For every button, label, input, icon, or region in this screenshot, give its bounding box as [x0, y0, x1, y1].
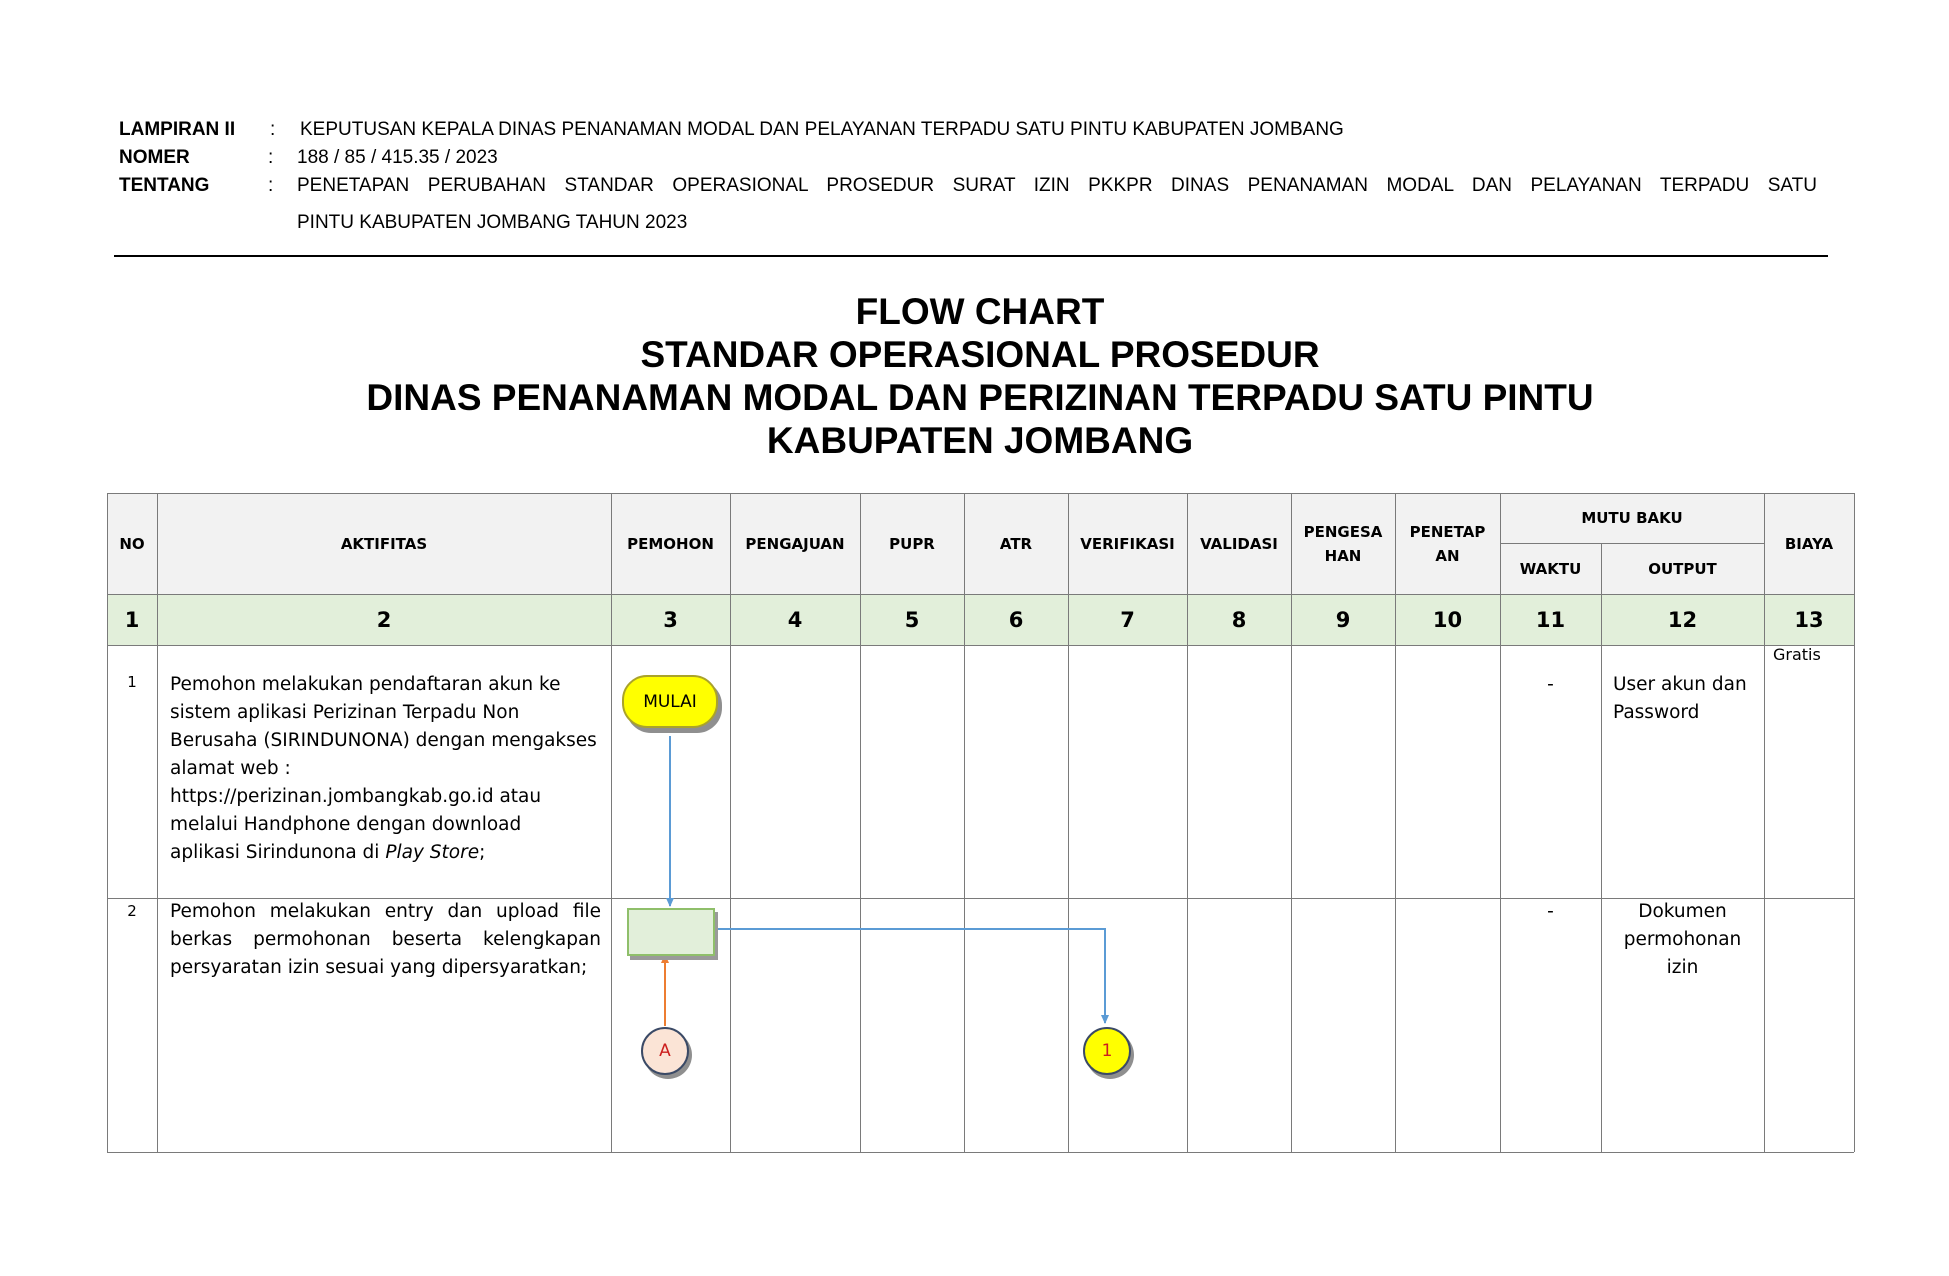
col-header-pemohon: PEMOHON — [627, 534, 714, 553]
col-header-pengesahan-line-2: HAN — [1324, 546, 1362, 565]
col-number: 8 — [1231, 607, 1247, 632]
activity-line: Berusaha (SIRINDUNONA) dengan mengakses — [170, 730, 597, 751]
row-number: 1 — [127, 673, 137, 691]
output-line: permohonan — [1623, 929, 1742, 950]
activity-line: Pemohon melakukan pendaftaran akun ke — [170, 674, 561, 695]
activity-line-prefix: aplikasi Sirindunona di — [170, 842, 386, 863]
col-header-pupr: PUPR — [889, 534, 935, 553]
col-number: 13 — [1794, 607, 1824, 632]
biaya-value: Gratis — [1773, 645, 1821, 664]
header-colon: : — [270, 119, 276, 140]
activity-line-suffix: ; — [479, 842, 486, 863]
title-line-4: KABUPATEN JOMBANG — [766, 420, 1194, 461]
waktu-value: - — [1547, 674, 1554, 695]
col-header-waktu: WAKTU — [1519, 559, 1582, 578]
col-number: 7 — [1120, 607, 1135, 632]
col-number: 3 — [663, 607, 678, 632]
col-number: 10 — [1432, 607, 1463, 632]
col-header-penetapan-line-1: PENETAP — [1409, 522, 1486, 541]
col-number: 1 — [124, 607, 140, 632]
col-header-pengesahan-line-1: PENGESA — [1303, 522, 1383, 541]
header-value-tentang: PENETAPAN PERUBAHAN STANDAR OPERASIONAL PROSEDUR SURAT IZIN PKKPR DINAS PENANAMAN MODAL DAN PELAYANAN TERPADU SATU — [297, 175, 1817, 196]
process-box — [627, 908, 715, 956]
header-value-nomer: 188 / 85 / 415.35 / 2023 — [297, 147, 498, 168]
col-number: 9 — [1335, 607, 1351, 632]
col-number: 11 — [1535, 607, 1566, 632]
col-header-verifikasi: VERIFIKASI — [1080, 534, 1175, 553]
title-line-1: FLOW CHART — [855, 291, 1105, 332]
header-colon: : — [268, 147, 274, 168]
col-header-validasi: VALIDASI — [1200, 534, 1278, 553]
output-line: Password — [1613, 702, 1700, 723]
col-header-output: OUTPUT — [1648, 559, 1717, 578]
header-key-lampiran: LAMPIRAN II — [119, 119, 236, 140]
activity-line-italic: Play Store — [385, 842, 480, 863]
title-line-2: STANDAR OPERASIONAL PROSEDUR — [640, 334, 1320, 375]
waktu-value: - — [1547, 901, 1554, 922]
output-line: Dokumen — [1638, 901, 1727, 922]
connector-a: A — [641, 1027, 689, 1075]
activity-line: alamat web : — [170, 758, 291, 779]
connector-1: 1 — [1083, 1027, 1131, 1075]
activity-line: melalui Handphone dengan download — [170, 814, 522, 835]
col-header-atr: ATR — [999, 534, 1033, 553]
col-number: 2 — [376, 607, 392, 632]
output-line: izin — [1666, 957, 1699, 978]
col-number: 4 — [787, 607, 803, 632]
header-key-nomer: NOMER — [119, 147, 190, 168]
activity-line: sistem aplikasi Perizinan Terpadu Non — [170, 702, 520, 723]
col-header-aktifitas: AKTIFITAS — [340, 534, 428, 553]
flow-line-process-to-connector — [712, 929, 1105, 1023]
col-number: 5 — [904, 607, 920, 632]
start-terminator: MULAI — [622, 675, 718, 728]
row-number: 2 — [127, 902, 137, 920]
header-key-tentang: TENTANG — [119, 175, 210, 196]
col-header-penetapan-line-2: AN — [1435, 546, 1460, 565]
col-header-no: NO — [119, 534, 145, 553]
col-number: 6 — [1008, 607, 1024, 632]
col-header-pengajuan: PENGAJUAN — [745, 534, 845, 553]
header-value-lampiran: KEPUTUSAN KEPALA DINAS PENANAMAN MODAL DAN PELAYANAN TERPADU SATU PINTU KABUPATEN JOMBANG — [300, 119, 1344, 140]
col-number: 12 — [1667, 607, 1698, 632]
title-line-3: DINAS PENANAMAN MODAL DAN PERIZINAN TERPADU SATU PINTU — [366, 377, 1594, 418]
col-header-biaya: BIAYA — [1784, 534, 1834, 553]
col-header-mutu-baku: MUTU BAKU — [1581, 509, 1683, 527]
header-colon: : — [268, 175, 274, 196]
header-value-tentang-cont: PINTU KABUPATEN JOMBANG TAHUN 2023 — [297, 212, 688, 233]
activity-text: Pemohon melakukan entry dan upload file berkas permohonan beserta kelengkapan persyaratan izin sesuai yang dipersyaratkan; — [170, 901, 601, 978]
activity-line: https://perizinan.jombangkab.go.id atau — [170, 786, 542, 807]
output-line: User akun dan — [1613, 674, 1747, 695]
